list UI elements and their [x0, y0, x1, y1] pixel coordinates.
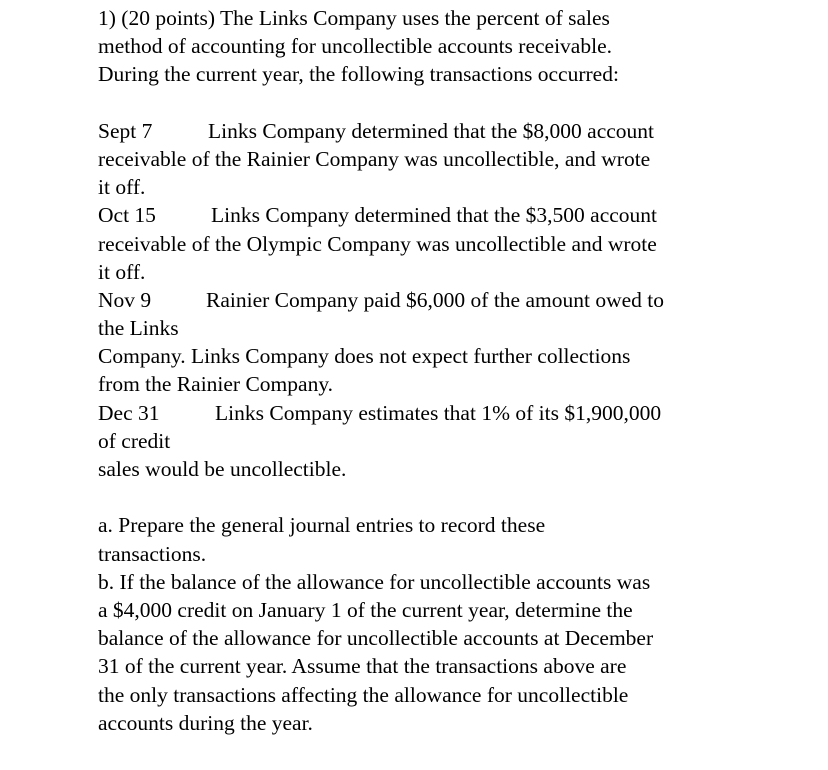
transaction-text: receivable of the Rainier Company was uncollectible, and wrote: [98, 146, 651, 171]
spacer: [98, 89, 818, 117]
transaction-date: Dec 31: [98, 400, 160, 425]
transaction-date: Nov 9: [98, 287, 152, 312]
transaction-oct-15: [98, 201, 818, 286]
intro-line: 1) (20 points) The Links Company uses the percent of sales: [98, 6, 610, 30]
question-line: a $4,000 credit on January 1 of the current year, determine the: [98, 597, 633, 622]
transaction-text: Links Company determined that the $8,000 account: [208, 118, 655, 143]
question-line: transactions.: [98, 541, 207, 566]
transaction-date: Sept 7: [98, 118, 153, 143]
transaction-text: the Links: [98, 316, 179, 341]
question-line: the only transactions affecting the allowance for uncollectible: [98, 682, 629, 707]
question-line: 31 of the current year. Assume that the transactions above are: [98, 654, 627, 679]
problem-intro: [98, 4, 818, 89]
question-line: balance of the allowance for uncollectible accounts at December: [98, 626, 654, 651]
transaction-text: sales would be uncollectible.: [98, 457, 347, 481]
transaction-text: Company. Links Company does not expect further collections: [98, 344, 631, 369]
transaction-text: receivable of the Olympic Company was uncollectible and wrote: [98, 231, 657, 256]
transaction-nov-9: [98, 286, 818, 399]
problem-document: [98, 4, 818, 737]
problem-questions: [98, 511, 818, 737]
transaction-text: of credit: [98, 428, 171, 453]
transaction-date: Oct 15: [98, 203, 156, 228]
intro-line: During the current year, the following transactions occurred:: [98, 62, 619, 87]
question-line: b. If the balance of the allowance for uncollectible accounts was: [98, 569, 651, 594]
transaction-text: Links Company estimates that 1% of its $1,900,000: [215, 400, 662, 425]
transaction-dec-31: [98, 399, 818, 484]
question-line: a. Prepare the general journal entries to record these: [98, 513, 546, 538]
transaction-text: it off.: [98, 259, 146, 284]
transaction-text: Rainier Company paid $6,000 of the amount owed to: [206, 287, 664, 312]
transaction-sept-7: [98, 117, 818, 202]
spacer: [98, 483, 818, 511]
transaction-text: Links Company determined that the $3,500 account: [211, 203, 658, 228]
transaction-text: it off.: [98, 175, 146, 200]
question-line: accounts during the year.: [98, 710, 313, 735]
intro-line: method of accounting for uncollectible accounts receivable.: [98, 34, 612, 59]
transaction-text: from the Rainier Company.: [98, 372, 334, 397]
